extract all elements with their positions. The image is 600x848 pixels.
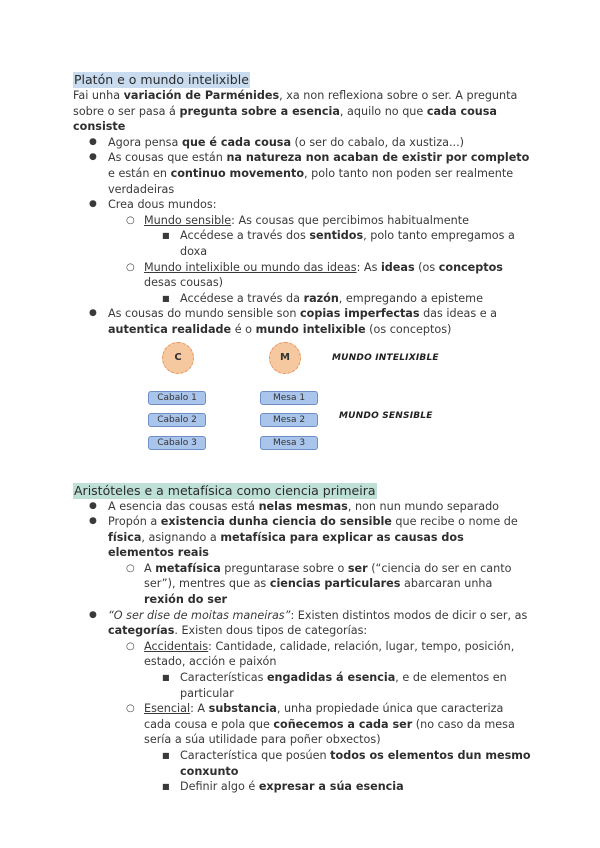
text-run: (“ciencia do ser en canto ser”), mentres que as	[144, 561, 512, 591]
sensible-box: Cabalo 2	[148, 413, 206, 427]
text-run: todos os elementos dun mesmo conxunto	[180, 749, 531, 778]
bullet-icon: ●	[89, 136, 97, 147]
text-run: é o	[231, 322, 256, 336]
text-run: Propón a	[108, 515, 161, 529]
bullet-icon: ●	[89, 199, 97, 210]
text-run: rexión do ser	[144, 593, 228, 607]
text-run: Característica que posúen	[180, 749, 331, 762]
list-item	[73, 150, 533, 197]
list-item	[73, 670, 533, 701]
section2-list	[73, 499, 533, 795]
text-run: existencia dunha ciencia do sensible	[160, 515, 392, 529]
list-item	[73, 779, 533, 795]
text-run: : As cousas que percibimos habitualmente	[231, 213, 469, 227]
text-run: engadidas á esencia	[266, 671, 396, 685]
idea-circle-m: M	[269, 342, 301, 374]
bullet-icon: ●	[89, 516, 97, 527]
section1-list	[73, 135, 533, 338]
section1-heading: Platón e o mundo intelixible	[74, 72, 249, 87]
text-run: A	[144, 561, 156, 575]
text-run: categorías	[108, 624, 175, 638]
text-run: , polo tanto non poden ser realmente verdadeiras	[108, 166, 514, 196]
text-run: (no caso da mesa sería a súa utilidade para poñer obxectos)	[144, 717, 515, 747]
text-run: preguntarase sobre o	[220, 561, 348, 575]
list-item	[73, 499, 533, 515]
text-run: mundo intelixible	[255, 322, 366, 336]
intelligible-world-label: MUNDO INTELIXIBLE	[332, 352, 439, 363]
text-run: “O ser dise de moitas maneiras”	[108, 608, 291, 622]
text-run: (os	[414, 260, 439, 274]
text-run: Definir algo é	[180, 780, 259, 794]
text-run: , asignando a	[141, 530, 221, 544]
text-run: Características	[180, 671, 267, 685]
text-run: A esencia das cousas está	[108, 499, 259, 513]
text-run: Mundo intelixible ou mundo das ideas	[144, 260, 357, 274]
sensible-box: Mesa 3	[260, 436, 318, 450]
text-run: , polo tanto empregamos a doxa	[180, 229, 515, 258]
text-run: cada cousa consiste	[73, 104, 497, 134]
text-run: física	[108, 530, 142, 544]
text-run: (os conceptos)	[365, 322, 452, 336]
text-run: , non nun mundo separado	[347, 499, 500, 513]
idea-circle-c: C	[162, 342, 194, 374]
text-run: das ideas e a	[419, 307, 498, 321]
text-run: Accédese a través dos	[180, 229, 310, 243]
bullet-icon: ○	[126, 703, 135, 715]
sensible-box: Cabalo 1	[148, 391, 206, 405]
forms-diagram	[73, 342, 533, 480]
text-run: conceptos	[438, 260, 503, 274]
list-item	[73, 135, 533, 151]
list-item	[73, 197, 533, 213]
text-run: nelas mesmas	[258, 499, 348, 513]
bullet-icon: ■	[162, 751, 170, 760]
text-run: Crea dous mundos:	[108, 198, 217, 212]
list-item	[73, 514, 533, 561]
list-item	[73, 561, 533, 608]
text-run: : Existen distintos modos de dicir o ser, as	[290, 608, 528, 622]
sensible-box: Mesa 1	[260, 391, 318, 405]
text-run: Accidentais	[144, 639, 209, 653]
text-run: ciencias particulares	[269, 577, 401, 591]
text-run: Fai unha	[73, 89, 124, 102]
text-run: , empregando a episteme	[338, 291, 483, 305]
bullet-icon: ■	[162, 782, 170, 792]
text-run: sentidos	[309, 229, 364, 243]
text-run: expresar a súa esencia	[258, 780, 404, 794]
sensible-box: Cabalo 3	[148, 436, 206, 450]
text-run: que é cada cousa	[181, 135, 291, 149]
text-run: , e de elementos en particular	[180, 671, 507, 700]
text-run: Esencial	[144, 702, 191, 716]
text-run: Agora pensa	[108, 135, 182, 149]
text-run: na natureza non acaban de existir por completo	[226, 151, 530, 165]
text-run: : A	[190, 702, 209, 716]
text-run: Mundo sensible	[144, 213, 232, 227]
bullet-icon: ○	[126, 562, 135, 574]
text-run: , aquilo no que	[339, 104, 427, 118]
bullet-icon: ●	[89, 152, 97, 163]
list-item	[73, 701, 533, 748]
bullet-icon: ●	[89, 500, 97, 511]
sensible-box: Mesa 2	[260, 413, 318, 427]
list-item	[73, 306, 533, 337]
list-item	[73, 291, 533, 307]
bullet-icon: ●	[89, 308, 97, 319]
text-run: copias imperfectas	[300, 307, 420, 321]
text-run: autentica realidade	[108, 322, 232, 336]
text-run: metafísica para explicar as causas dos elementos reais	[108, 530, 464, 560]
sensible-world-label: MUNDO SENSIBLE	[339, 410, 433, 421]
text-run: razón	[303, 291, 339, 305]
list-item	[73, 260, 533, 291]
bullet-icon: ○	[126, 261, 135, 273]
section1-intro	[73, 88, 533, 135]
text-run: coñecemos a cada ser	[273, 717, 413, 731]
bullet-icon: ●	[89, 609, 97, 620]
list-item	[73, 608, 533, 639]
text-run: ser	[347, 561, 368, 575]
text-run: , unha propiedade única que caracteriza cada cousa e pola que	[144, 702, 504, 731]
text-run: ideas	[380, 260, 415, 274]
text-run: As cousas do mundo sensible son	[108, 307, 300, 321]
text-run: metafísica	[155, 561, 221, 575]
bullet-icon: ■	[162, 293, 170, 303]
text-run: abarcaran unha	[400, 577, 493, 591]
text-run: substancia	[208, 702, 277, 716]
text-run: variación de Parménides	[123, 89, 280, 102]
text-run: Accédese a través da	[180, 291, 304, 305]
text-run: continuo movemento	[170, 166, 305, 180]
text-run: (o ser do cabalo, da xustiza...)	[291, 135, 465, 149]
text-run: : As	[356, 260, 381, 274]
section2-heading: Aristóteles e a metafísica como ciencia primeira	[74, 482, 376, 498]
text-run: : Cantidade, calidade, relación, lugar, tempo, posición, estado, acción e paixón	[144, 639, 515, 669]
bullet-icon: ○	[126, 640, 135, 652]
list-item	[73, 639, 533, 670]
text-run: e están en	[108, 166, 171, 180]
text-run: desas cousas)	[144, 276, 224, 290]
bullet-icon: ■	[162, 231, 170, 241]
text-run: , xa non reflexiona sobre o ser. A pregunta sobre o ser pasa á	[73, 89, 518, 118]
list-item	[73, 213, 533, 229]
text-run: . Existen dous tipos de categorías:	[174, 624, 368, 638]
document-page	[73, 72, 533, 795]
bullet-icon: ○	[126, 214, 135, 226]
list-item	[73, 748, 533, 779]
list-item	[73, 228, 533, 259]
text-run: que recibe o nome de	[391, 515, 518, 529]
text-run: pregunta sobre a esencia	[179, 104, 340, 118]
bullet-icon: ■	[162, 673, 170, 683]
text-run: As cousas que están	[108, 151, 227, 165]
